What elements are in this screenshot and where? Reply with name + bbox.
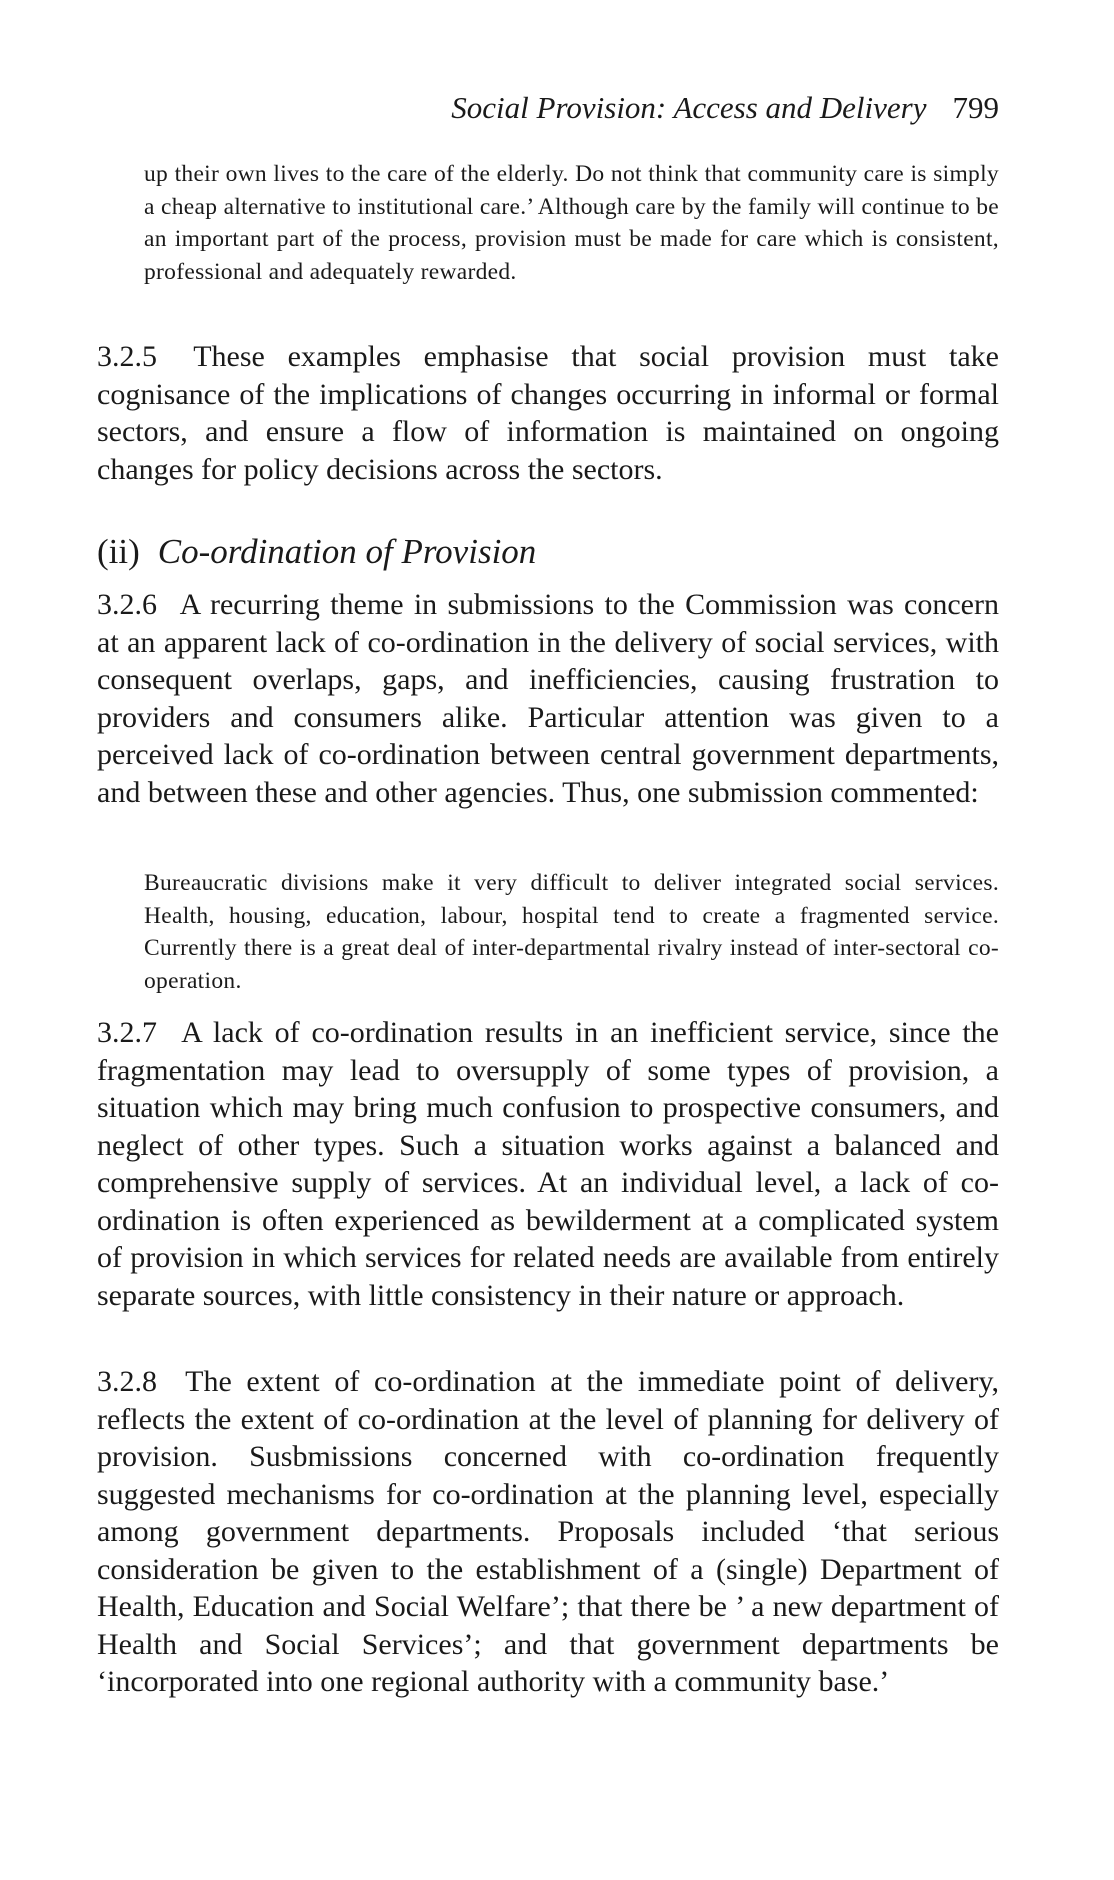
- block-quote: Bureaucratic divisions make it very difficult to deliver integrated social services. Health, housing, education, labour, hospital tend to create a fragmented service. Currently there is a great deal of inter-departmental rivalry instead of inter-sectoral co-operation.: [144, 870, 999, 994]
- paragraph-3-2-7: [97, 1014, 999, 1314]
- page-number: 799: [952, 90, 999, 125]
- paragraph-text: A recurring theme in submissions to the Commission was concern at an apparent lack of co-ordination in the delivery of social services, with consequent overlaps, gaps, and inefficiencies, causing frustration to providers and consumers alike. Particular attention was given to a perceived lack of co-ordination between central government departments, and between these and other agencies. Thus, one submission commented:: [97, 588, 999, 809]
- section-heading: [97, 530, 536, 574]
- running-title: Social Provision: Access and Delivery: [451, 90, 927, 125]
- paragraph-number: 3.2.7: [97, 1016, 157, 1049]
- section-number: (ii): [97, 532, 140, 571]
- paragraph-text: A lack of co-ordination results in an inefficient service, since the fragmentation may lead to oversupply of some types of provision, a situation which may bring much confusion to prospective consumers, and neglect of other types. Such a situation works against a balanced and comprehensive supply of services. At an individual level, a lack of co-ordination is often experienced as bewilderment at a complicated system of provision in which services for related needs are available from entirely separate sources, with little consistency in their nature or approach.: [97, 1016, 999, 1312]
- paragraph-3-2-8: [97, 1363, 999, 1701]
- document-page: [97, 0, 999, 1880]
- paragraph-number: 3.2.5: [97, 340, 157, 373]
- paragraph-text: The extent of co-ordination at the immediate point of delivery, reflects the extent of co-ordination at the level of planning for delivery of provision. Susbmissions concerned with co-ordination frequently suggested mechanisms for co-ordination at the planning level, especially among government departments. Proposals included ‘that serious consideration be given to the establishment of a (single) Department of Health, Education and Social Welfare’; that there be ’ a new department of Health and Social Services’; and that government departments be ‘incorporated into one regional authority with a community base.’: [97, 1365, 999, 1698]
- paragraph-3-2-6: [97, 586, 999, 811]
- paragraph-text: These examples emphasise that social provision must take cognisance of the implications of changes occurring in informal or formal sectors, and ensure a flow of information is maintained on ongoing changes for policy decisions across the sectors.: [97, 340, 999, 486]
- section-title: Co-ordination of Provision: [157, 532, 537, 571]
- paragraph-number: 3.2.6: [97, 588, 157, 621]
- paragraph-number: 3.2.8: [97, 1365, 157, 1398]
- paragraph-3-2-5: [97, 338, 999, 488]
- running-header: [97, 88, 999, 128]
- quote-continued: up their own lives to the care of the elderly. Do not think that community care is simply a cheap alternative to institutional care.’ Although care by the family will continue to be an important part of the process, provision must be made for care which is consistent, professional and adequately rewarded.: [144, 161, 999, 285]
